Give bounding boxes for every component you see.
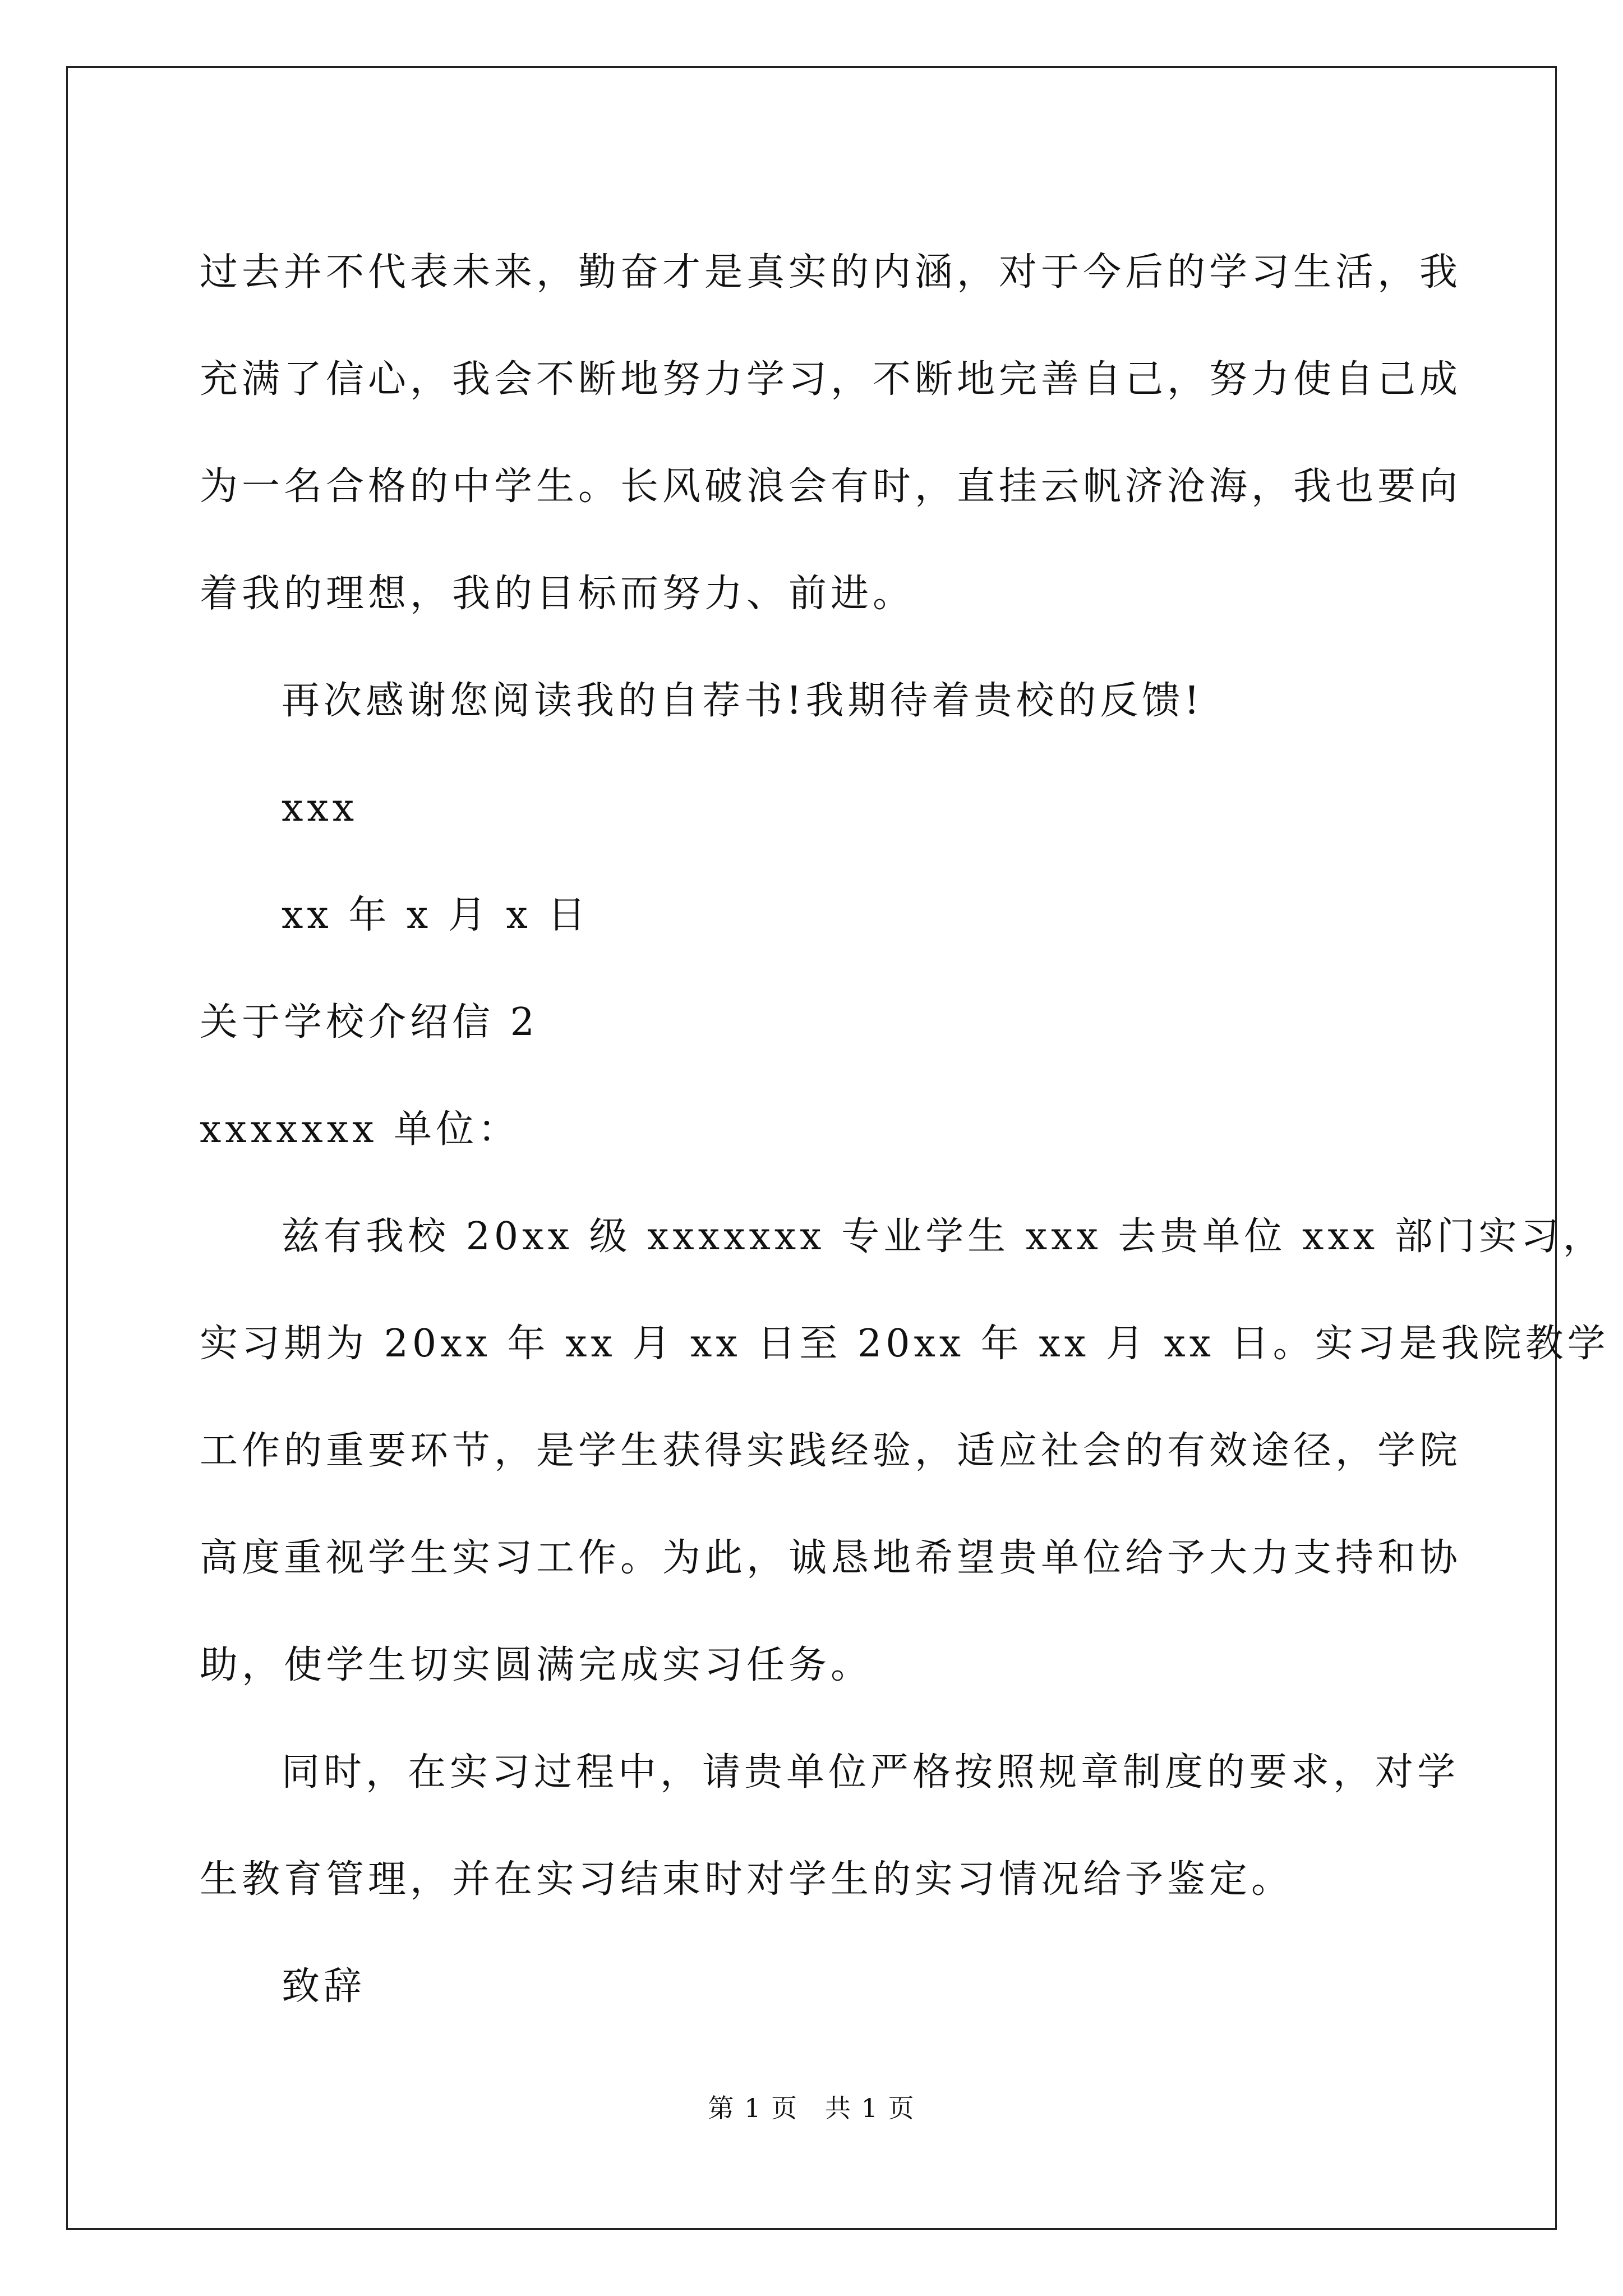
text-line: 充满了信心，我会不断地努力学习，不断地完善自己，努力使自己成 [200,357,1462,402]
closing: 致辞 [282,1964,366,2009]
letter-heading: 关于学校介绍信 2 [200,1000,538,1045]
text-line: 生教育管理，并在实习结束时对学生的实习情况给予鉴定。 [200,1857,1294,1902]
signature: xxx [282,786,358,830]
text-line: 高度重视学生实习工作。为此，诚恳地希望贵单位给予大力支持和协 [200,1536,1462,1580]
paragraph-request [200,1719,1460,1933]
date-line: xx 年 x 月 x 日 [282,893,590,937]
text-line: 着我的理想，我的目标而努力、前进。 [200,572,915,616]
text-line: 实习期为 20xx 年 xx 月 xx 日至 20xx 年 xx 月 xx 日。实习是我院教学 [200,1322,1610,1366]
text-line: 同时，在实习过程中，请贵单位严格按照规章制度的要求，对学 [282,1750,1460,1795]
thanks-line: 再次感谢您阅读我的自荐书!我期待着贵校的反馈! [282,679,1204,723]
salutation: xxxxxxx 单位： [200,1107,520,1152]
text-line: 兹有我校 20xx 级 xxxxxxx 专业学生 xxx 去贵单位 xxx 部门实习， [282,1214,1605,1259]
text-line: 过去并不代表未来，勤奋才是真实的内涵，对于今后的学习生活，我 [200,250,1462,295]
page-footer: 第 1 页 共 1 页 [708,2093,915,2123]
document-body [200,219,1610,2040]
paragraph-introduction [200,1183,1610,1719]
text-line: 助，使学生切实圆满完成实习任务。 [200,1643,873,1687]
paragraph-continuation [200,219,1462,647]
text-line: 为一名合格的中学生。长风破浪会有时，直挂云帆济沧海，我也要向 [200,464,1462,509]
text-line: 工作的重要环节，是学生获得实践经验，适应社会的有效途径，学院 [200,1429,1462,1473]
